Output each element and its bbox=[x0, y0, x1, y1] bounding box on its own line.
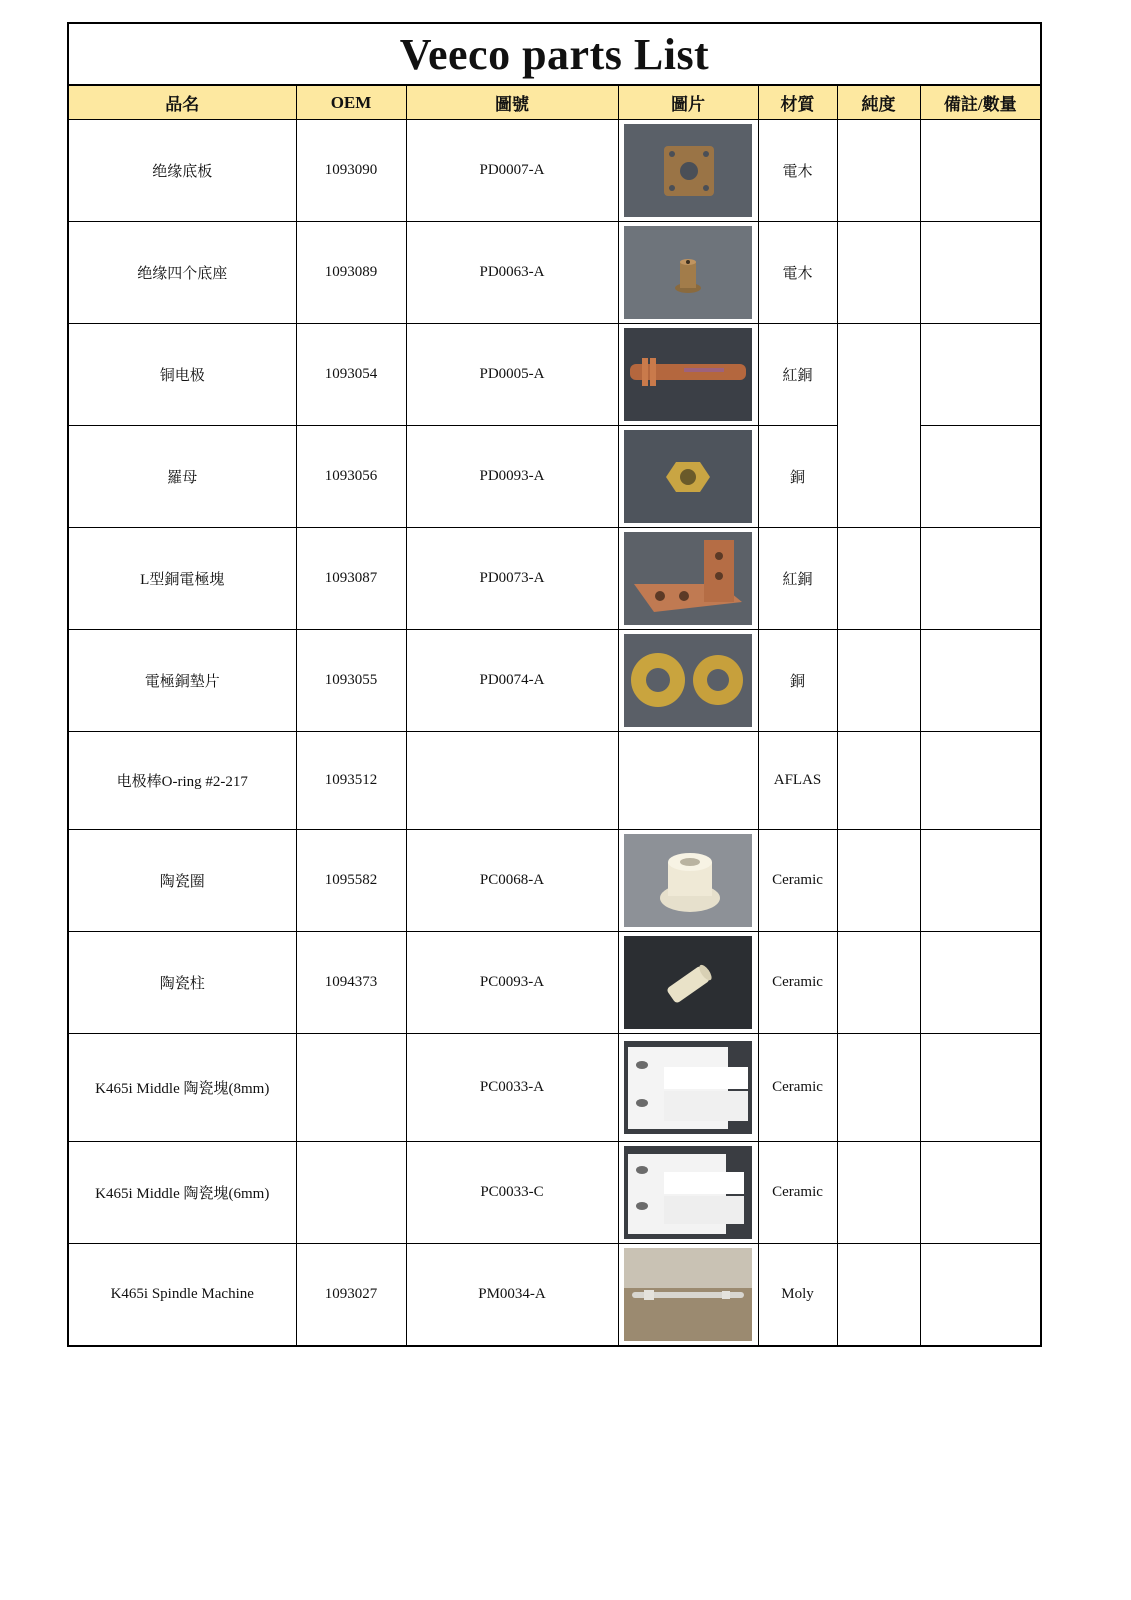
part-drawing: PC0033-C bbox=[406, 1142, 618, 1244]
part-photo-cell bbox=[618, 1142, 758, 1244]
table-row bbox=[69, 830, 1040, 932]
part-oem: 1093087 bbox=[296, 528, 406, 630]
part-oem: 1093055 bbox=[296, 630, 406, 732]
brass-washers-photo bbox=[624, 634, 752, 727]
part-name: 陶瓷圈 bbox=[69, 830, 296, 932]
part-drawing bbox=[406, 732, 618, 830]
part-material: 電木 bbox=[758, 222, 837, 324]
part-purity bbox=[837, 120, 920, 222]
part-oem: 1093090 bbox=[296, 120, 406, 222]
table-row bbox=[69, 732, 1040, 830]
part-name: K465i Middle 陶瓷塊(6mm) bbox=[69, 1142, 296, 1244]
table-row bbox=[69, 120, 1040, 222]
part-photo-cell bbox=[618, 324, 758, 426]
part-name: 铜电极 bbox=[69, 324, 296, 426]
header-name: 品名 bbox=[69, 86, 296, 120]
part-purity bbox=[837, 830, 920, 932]
header-row bbox=[69, 86, 1040, 120]
part-purity bbox=[837, 1034, 920, 1142]
part-note bbox=[920, 732, 1040, 830]
part-note bbox=[920, 830, 1040, 932]
ceramic-block-8mm-photo bbox=[624, 1041, 752, 1134]
parts-table bbox=[69, 86, 1040, 1345]
part-note bbox=[920, 528, 1040, 630]
ceramic-block-6mm-photo bbox=[624, 1146, 752, 1239]
part-drawing: PD0063-A bbox=[406, 222, 618, 324]
part-note bbox=[920, 1142, 1040, 1244]
part-oem: 1093056 bbox=[296, 426, 406, 528]
moly-spindle-photo bbox=[624, 1248, 752, 1341]
part-name: 電極銅墊片 bbox=[69, 630, 296, 732]
part-purity bbox=[837, 324, 920, 528]
part-drawing: PD0005-A bbox=[406, 324, 618, 426]
part-photo-cell bbox=[618, 426, 758, 528]
part-oem: 1093512 bbox=[296, 732, 406, 830]
part-material: 紅銅 bbox=[758, 324, 837, 426]
part-photo-cell bbox=[618, 528, 758, 630]
part-note bbox=[920, 932, 1040, 1034]
part-material: 銅 bbox=[758, 630, 837, 732]
part-oem: 1095582 bbox=[296, 830, 406, 932]
table-row bbox=[69, 630, 1040, 732]
part-material: Ceramic bbox=[758, 932, 837, 1034]
part-purity bbox=[837, 932, 920, 1034]
header-photo: 圖片 bbox=[618, 86, 758, 120]
table-row bbox=[69, 1034, 1040, 1142]
part-purity bbox=[837, 528, 920, 630]
part-drawing: PC0068-A bbox=[406, 830, 618, 932]
part-drawing: PC0093-A bbox=[406, 932, 618, 1034]
header-purity: 純度 bbox=[837, 86, 920, 120]
part-name: K465i Middle 陶瓷塊(8mm) bbox=[69, 1034, 296, 1142]
part-photo-cell bbox=[618, 222, 758, 324]
part-drawing: PD0007-A bbox=[406, 120, 618, 222]
part-name: L型銅電極塊 bbox=[69, 528, 296, 630]
header-oem: OEM bbox=[296, 86, 406, 120]
part-photo-cell bbox=[618, 732, 758, 830]
table-row bbox=[69, 932, 1040, 1034]
header-note-quantity: 備註/數量 bbox=[920, 86, 1040, 120]
part-material: Ceramic bbox=[758, 830, 837, 932]
copper-electrode-rod-photo bbox=[624, 328, 752, 421]
part-drawing: PD0074-A bbox=[406, 630, 618, 732]
bakelite-small-base-photo bbox=[624, 226, 752, 319]
part-material: 銅 bbox=[758, 426, 837, 528]
part-oem: 1094373 bbox=[296, 932, 406, 1034]
part-purity bbox=[837, 630, 920, 732]
part-photo-cell bbox=[618, 1034, 758, 1142]
part-oem: 1093054 bbox=[296, 324, 406, 426]
table-row bbox=[69, 324, 1040, 426]
part-note bbox=[920, 1034, 1040, 1142]
copper-l-block-photo bbox=[624, 532, 752, 625]
page-title: Veeco parts List bbox=[69, 24, 1040, 86]
part-drawing: PC0033-A bbox=[406, 1034, 618, 1142]
part-drawing: PM0034-A bbox=[406, 1244, 618, 1346]
table-row bbox=[69, 528, 1040, 630]
part-material: 紅銅 bbox=[758, 528, 837, 630]
part-oem bbox=[296, 1142, 406, 1244]
part-oem: 1093027 bbox=[296, 1244, 406, 1346]
part-purity bbox=[837, 732, 920, 830]
part-note bbox=[920, 324, 1040, 426]
table-row bbox=[69, 1142, 1040, 1244]
part-material: Ceramic bbox=[758, 1034, 837, 1142]
part-name: 陶瓷柱 bbox=[69, 932, 296, 1034]
part-material: Moly bbox=[758, 1244, 837, 1346]
parts-list-sheet bbox=[67, 22, 1042, 1347]
part-drawing: PD0073-A bbox=[406, 528, 618, 630]
part-name: 电极棒O-ring #2-217 bbox=[69, 732, 296, 830]
ceramic-ring-photo bbox=[624, 834, 752, 927]
part-note bbox=[920, 120, 1040, 222]
part-name: K465i Spindle Machine bbox=[69, 1244, 296, 1346]
part-name: 羅母 bbox=[69, 426, 296, 528]
part-note bbox=[920, 1244, 1040, 1346]
part-purity bbox=[837, 1142, 920, 1244]
part-oem bbox=[296, 1034, 406, 1142]
part-name: 绝缘四个底座 bbox=[69, 222, 296, 324]
part-note bbox=[920, 222, 1040, 324]
table-row bbox=[69, 1244, 1040, 1346]
part-photo-cell bbox=[618, 630, 758, 732]
part-photo-cell bbox=[618, 830, 758, 932]
header-material: 材質 bbox=[758, 86, 837, 120]
part-photo-cell bbox=[618, 1244, 758, 1346]
brass-hex-nut-photo bbox=[624, 430, 752, 523]
bakelite-square-plate-photo bbox=[624, 124, 752, 217]
part-name: 绝缘底板 bbox=[69, 120, 296, 222]
part-material: Ceramic bbox=[758, 1142, 837, 1244]
header-drawing-number: 圖號 bbox=[406, 86, 618, 120]
part-material: AFLAS bbox=[758, 732, 837, 830]
part-note bbox=[920, 630, 1040, 732]
table-row bbox=[69, 222, 1040, 324]
ceramic-post-photo bbox=[624, 936, 752, 1029]
part-purity bbox=[837, 222, 920, 324]
part-photo-cell bbox=[618, 932, 758, 1034]
part-material: 電木 bbox=[758, 120, 837, 222]
part-drawing: PD0093-A bbox=[406, 426, 618, 528]
part-photo-cell bbox=[618, 120, 758, 222]
part-purity bbox=[837, 1244, 920, 1346]
part-oem: 1093089 bbox=[296, 222, 406, 324]
part-note bbox=[920, 426, 1040, 528]
